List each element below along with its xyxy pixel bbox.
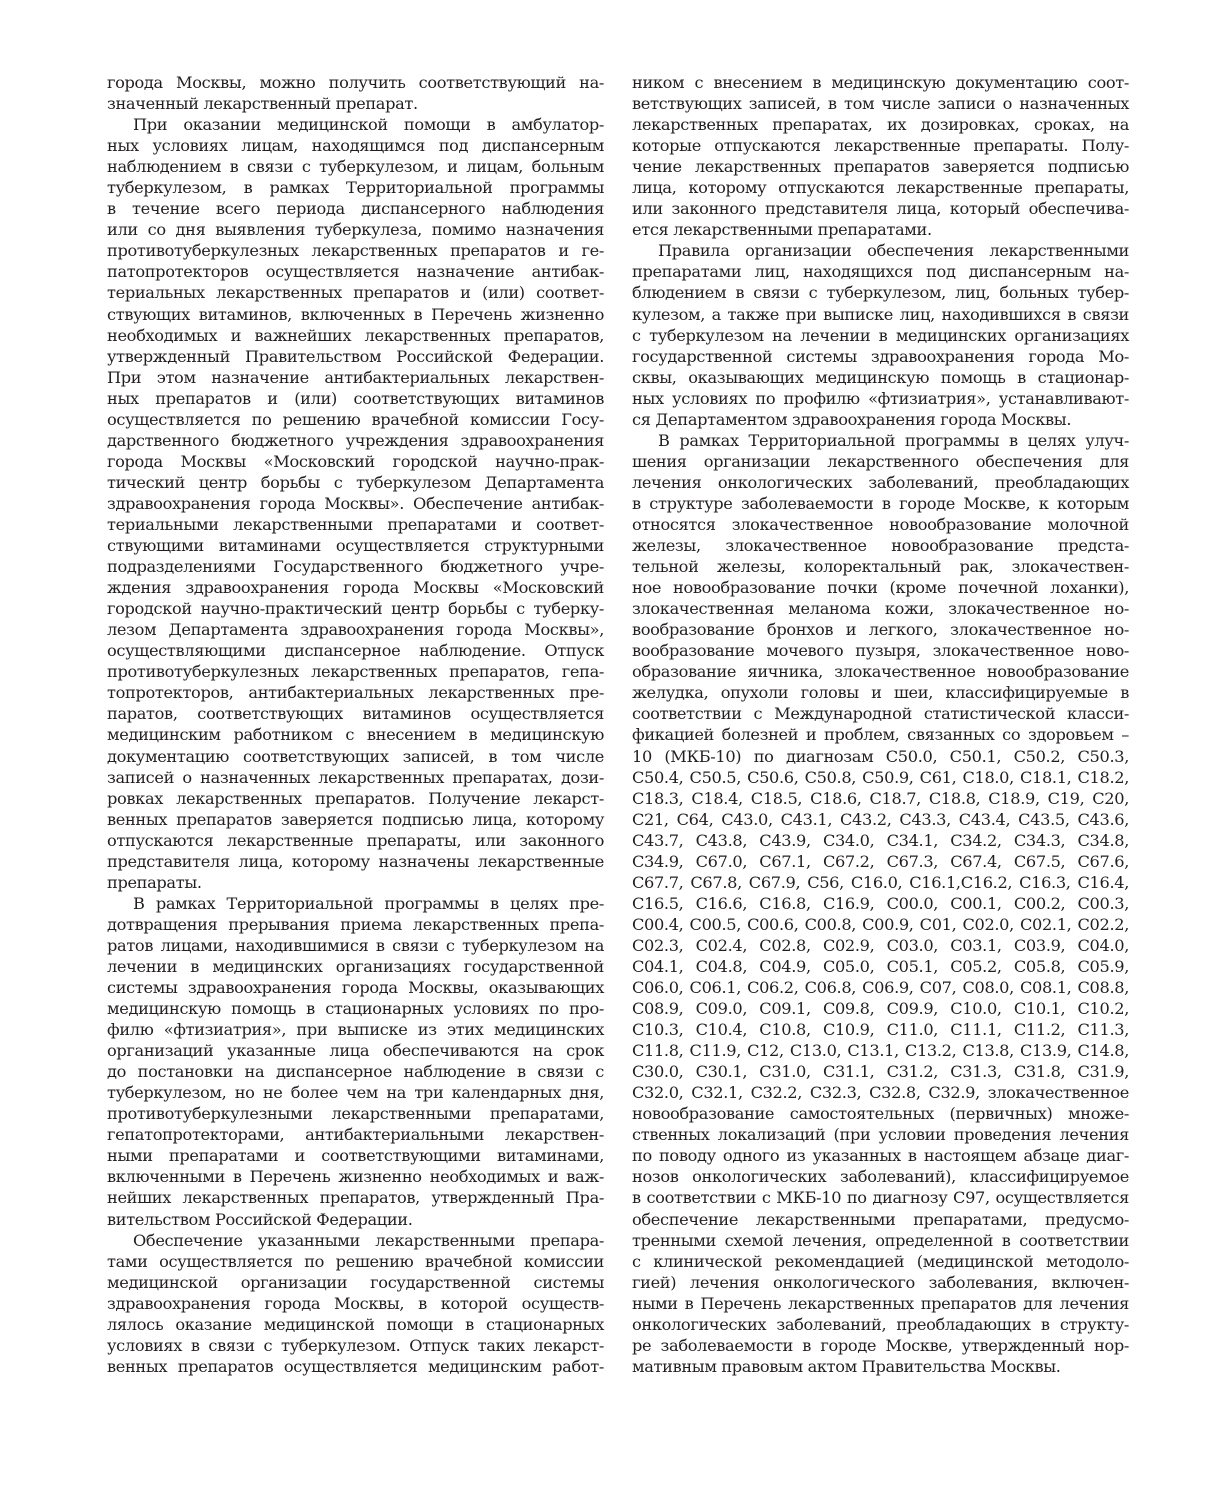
text-line: вообразование мочевого пузыря, злокачественное ново- (632, 641, 1129, 661)
text-line: C34.9, C67.0, C67.1, C67.2, C67.3, C67.4, C67.5, C67.6, (632, 851, 1129, 871)
text-line: Обеспечение указанными лекарственными препара- (133, 1230, 604, 1250)
text-line: блюдением в связи с туберкулезом, лиц, больных тубер- (632, 283, 1129, 303)
text-line: В рамках Территориальной программы в целях улуч- (658, 430, 1129, 450)
text-line: в соответствии с МКБ-10 по диагнозу C97, осуществляется (632, 1188, 1129, 1208)
text-line: ется лекарственными препаратами. (632, 220, 932, 240)
text-line: записей о назначенных лекарственных препаратах, дози- (107, 767, 604, 787)
text-line: условиях в связи с туберкулезом. Отпуск таких лекарст- (107, 1335, 604, 1355)
paragraph (632, 72, 1129, 240)
text-line: по поводу одного из указанных в настоящем абзаце диаг- (632, 1146, 1129, 1166)
text-line: дарственного бюджетного учреждения здравоохранения (107, 430, 604, 450)
text-line: венных препаратов осуществляется медицинским работ- (107, 1356, 604, 1376)
text-line: Правила организации обеспечения лекарственными (658, 241, 1129, 261)
text-line: ных препаратов и (или) соответствующих витаминов (107, 388, 604, 408)
text-line: гией) лечения онкологического заболевания, включен- (632, 1272, 1129, 1292)
text-line: необходимых и важнейших лекарственных препаратов, (107, 325, 604, 345)
text-line: C21, C64, C43.0, C43.1, C43.2, C43.3, C43.4, C43.5, C43.6, (632, 809, 1129, 829)
text-line: C50.4, C50.5, C50.6, C50.8, C50.9, C61, C18.0, C18.1, C18.2, (632, 767, 1129, 787)
text-line: нозов онкологических заболеваний), классифицируемое (632, 1167, 1129, 1187)
right-column (632, 72, 1129, 1377)
text-line: медицинским работником с внесением в медицинскую (107, 725, 604, 745)
text-line: отпускаются лекарственные препараты, или законного (107, 830, 604, 850)
text-line: ся Департаментом здравоохранения города Москвы. (632, 409, 1072, 429)
paragraph (107, 114, 604, 893)
paragraph (632, 430, 1129, 1377)
text-line: железы, злокачественное новообразование предста- (632, 536, 1129, 556)
text-line: противотуберкулезных лекарственных препаратов, гепа- (107, 662, 604, 682)
text-line: лечении в медицинских организациях государственной (107, 956, 604, 976)
text-line: топротекторов, антибактериальных лекарственных пре- (107, 683, 604, 703)
text-line: дотвращения прерывания приема лекарственных препа- (107, 914, 604, 934)
text-line: патопротекторов осуществляется назначение антибак- (107, 262, 604, 282)
text-line: тренными схемой лечения, определенной в соответствии (632, 1230, 1129, 1250)
text-line: ветствующих записей, в том числе записи о назначенных (632, 94, 1129, 114)
text-line: тический центр борьбы с туберкулезом Департамента (107, 472, 604, 492)
text-line: ственных локализаций (при условии проведения лечения (632, 1125, 1129, 1145)
text-line: до постановки на диспансерное наблюдение в связи с (107, 1062, 604, 1082)
text-line: вительством Российской Федерации. (107, 1209, 413, 1229)
text-line: ратов лицами, находившимися в связи с туберкулезом на (107, 935, 604, 955)
text-line: туберкулезом, в рамках Территориальной программы (107, 178, 604, 198)
text-line: C18.3, C18.4, C18.5, C18.6, C18.7, C18.8, C18.9, C19, C20, (632, 788, 1129, 808)
text-line: ное новообразование почки (кроме почечной лоханки), (632, 578, 1129, 598)
text-line: 10 (МКБ-10) по диагнозам C50.0, C50.1, C50.2, C50.3, (632, 746, 1129, 766)
text-line: городской научно-практический центр борьбы с туберку- (107, 599, 604, 619)
text-line: системы здравоохранения города Москвы, оказывающих (107, 978, 604, 998)
text-line: териальных лекарственных препаратов и (или) соответ- (107, 283, 604, 303)
text-line: относятся злокачественное новообразование молочной (632, 514, 1129, 534)
text-line: В рамках Территориальной программы в целях пре- (133, 893, 604, 913)
text-line: шения организации лекарственного обеспечения для (632, 451, 1129, 471)
text-line: ствующими витаминами осуществляется структурными (107, 536, 604, 556)
text-line: C11.8, C11.9, C12, C13.0, C13.1, C13.2, C13.8, C13.9, C14.8, (632, 1041, 1129, 1061)
text-line: медицинской организации государственной системы (107, 1272, 604, 1292)
text-line: осуществляется по решению врачебной комиссии Госу- (107, 409, 604, 429)
text-line: или законного представителя лица, который обеспечива- (632, 199, 1129, 219)
text-line: ре заболеваемости в городе Москве, утвержденный нор- (632, 1335, 1129, 1355)
text-line: ствующих витаминов, включенных в Перечень жизненно (107, 304, 604, 324)
text-line: C32.0, C32.1, C32.2, C32.3, C32.8, C32.9, злокачественное (632, 1083, 1129, 1103)
text-line: с клинической рекомендацией (медицинской методоло- (632, 1251, 1129, 1271)
text-line: значенный лекарственный препарат. (107, 94, 418, 114)
text-line: филю «фтизиатрия», при выписке из этих медицинских (107, 1020, 604, 1040)
text-line: лялось оказание медицинской помощи в стационарных (107, 1314, 604, 1334)
text-line: желудка, опухоли головы и шеи, классифицируемые в (632, 683, 1129, 703)
text-line: лица, которому отпускаются лекарственные препараты, (632, 178, 1129, 198)
text-line: образование яичника, злокачественное новообразование (632, 662, 1129, 682)
text-line: представителя лица, которому назначены лекарственные (107, 851, 604, 871)
text-line: лекарственных препаратах, их дозировках, сроках, на (632, 115, 1129, 135)
text-line: обеспечение лекарственными препаратами, предусмо- (632, 1209, 1129, 1229)
text-line: фикацией болезней и проблем, связанных со здоровьем – (632, 725, 1129, 745)
text-line: чение лекарственных препаратов заверяется подписью (632, 157, 1129, 177)
text-line: C30.0, C30.1, C31.0, C31.1, C31.2, C31.3, C31.8, C31.9, (632, 1062, 1129, 1082)
text-line: При оказании медицинской помощи в амбулатор- (133, 115, 604, 135)
text-line: препараты. (107, 872, 202, 892)
text-line: C08.9, C09.0, C09.1, C09.8, C09.9, C10.0, C10.1, C10.2, (632, 999, 1129, 1019)
text-line: с туберкулезом на лечении в медицинских организациях (632, 325, 1129, 345)
text-line: C02.3, C02.4, C02.8, C02.9, C03.0, C03.1, C03.9, C04.0, (632, 935, 1129, 955)
text-line: документацию соответствующих записей, в том числе (107, 746, 604, 766)
text-line: медицинскую помощь в стационарных условиях по про- (107, 999, 604, 1019)
text-line: противотуберкулезных лекарственных препаратов и ге- (107, 241, 604, 261)
text-line: злокачественная меланома кожи, злокачественное но- (632, 599, 1129, 619)
left-column (107, 72, 604, 1377)
text-line: ровках лекарственных препаратов. Получение лекарст- (107, 788, 604, 808)
text-line: в течение всего периода диспансерного наблюдения (107, 199, 604, 219)
text-line: мативным правовым актом Правительства Москвы. (632, 1356, 1061, 1376)
text-line: города Москвы, можно получить соответствующий на- (107, 73, 604, 92)
text-line: наблюдением в связи с туберкулезом, и лицам, больным (107, 157, 604, 177)
text-line: здравоохранения города Москвы». Обеспечение антибак- (107, 493, 604, 513)
text-line: соответствии с Международной статистической класси- (632, 704, 1129, 724)
text-line: вообразование бронхов и легкого, злокачественное но- (632, 620, 1129, 640)
text-line: C43.7, C43.8, C43.9, C34.0, C34.1, C34.2, C34.3, C34.8, (632, 830, 1129, 850)
text-line: организаций указанные лица обеспечиваются на срок (107, 1041, 604, 1061)
text-line: C10.3, C10.4, C10.8, C10.9, C11.0, C11.1, C11.2, C11.3, (632, 1020, 1129, 1040)
text-line: ными в Перечень лекарственных препаратов для лечения (632, 1293, 1129, 1313)
text-line: препаратами лиц, находящихся под диспансерным на- (632, 262, 1129, 282)
text-line: ных условиях по профилю «фтизиатрия», устанавливают- (632, 388, 1129, 408)
text-line: паратов, соответствующих витаминов осуществляется (107, 704, 604, 724)
text-line: в структуре заболеваемости в городе Москве, к которым (632, 493, 1129, 513)
text-line: включенными в Перечень жизненно необходимых и важ- (107, 1167, 604, 1187)
text-line: которые отпускаются лекарственные препараты. Полу- (632, 136, 1129, 156)
text-line: гепатопротекторами, антибактериальными лекарствен- (107, 1125, 604, 1145)
text-line: C67.7, C67.8, C67.9, C56, C16.0, C16.1,C16.2, C16.3, C16.4, (632, 872, 1129, 892)
text-line: териальными лекарственными препаратами и соответ- (107, 514, 604, 534)
paragraph (107, 72, 604, 114)
text-line: ных условиях лицам, находящимся под диспансерным (107, 136, 604, 156)
text-line: тами осуществляется по решению врачебной комиссии (107, 1251, 604, 1271)
text-line: нейших лекарственных препаратов, утвержденный Пра- (107, 1188, 604, 1208)
text-line: противотуберкулезными лекарственными препаратами, (107, 1104, 604, 1124)
text-line: лечения онкологических заболеваний, преобладающих (632, 472, 1129, 492)
text-line: тельной железы, колоректальный рак, злокачествен- (632, 557, 1129, 577)
text-line: или со дня выявления туберкулеза, помимо назначения (107, 220, 604, 240)
text-line: C16.5, C16.6, C16.8, C16.9, C00.0, C00.1, C00.2, C00.3, (632, 893, 1129, 913)
text-line: туберкулезом, но не более чем на три календарных дня, (107, 1083, 604, 1103)
text-line: ником с внесением в медицинскую документацию соот- (632, 73, 1129, 92)
text-line: подразделениями Государственного бюджетного учре- (107, 557, 604, 577)
text-line: сквы, оказывающих медицинскую помощь в стационар- (632, 367, 1129, 387)
text-line: утвержденный Правительством Российской Федерации. (107, 346, 604, 366)
paragraph (107, 1230, 604, 1377)
text-line: здравоохранения города Москвы, в которой осуществ- (107, 1293, 604, 1313)
paragraph (107, 893, 604, 1230)
text-line: кулезом, а также при выписке лиц, находившихся в связи (632, 304, 1129, 324)
text-line: C06.0, C06.1, C06.2, C06.8, C06.9, C07, C08.0, C08.1, C08.8, (632, 978, 1129, 998)
text-line: онкологических заболеваний, преобладающих в структу- (632, 1314, 1129, 1334)
text-line: C00.4, C00.5, C00.6, C00.8, C00.9, C01, C02.0, C02.1, C02.2, (632, 914, 1129, 934)
text-line: города Москвы «Московский городской научно-прак- (107, 451, 604, 471)
text-line: При этом назначение антибактериальных лекарствен- (107, 367, 604, 387)
text-line: лезом Департамента здравоохранения города Москвы», (107, 620, 604, 640)
text-line: осуществляющими диспансерное наблюдение. Отпуск (107, 641, 604, 661)
paragraph (632, 240, 1129, 429)
text-line: венных препаратов заверяется подписью лица, которому (107, 809, 604, 829)
text-line: ждения здравоохранения города Москвы «Московский (107, 578, 604, 598)
text-line: ными препаратами и соответствующими витаминами, (107, 1146, 604, 1166)
text-line: государственной системы здравоохранения города Мо- (632, 346, 1129, 366)
text-line: новообразование самостоятельных (первичных) множе- (632, 1104, 1129, 1124)
text-line: C04.1, C04.8, C04.9, C05.0, C05.1, C05.2, C05.8, C05.9, (632, 956, 1129, 976)
